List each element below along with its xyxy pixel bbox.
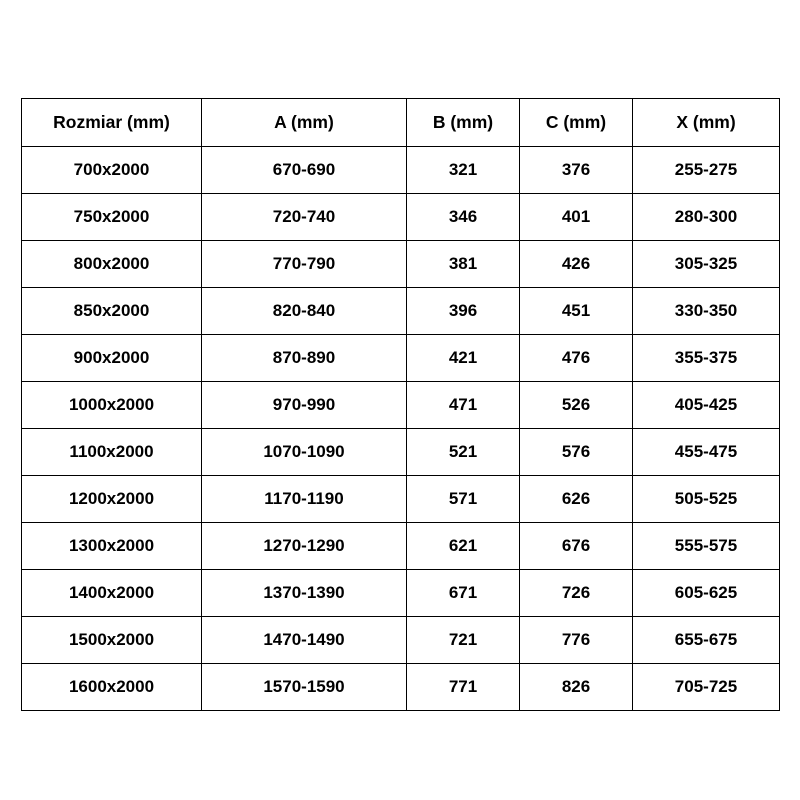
cell-c: 526 bbox=[520, 382, 633, 429]
cell-a: 1270-1290 bbox=[202, 523, 407, 570]
table-body bbox=[22, 147, 780, 711]
table-row bbox=[22, 335, 780, 382]
cell-b: 621 bbox=[407, 523, 520, 570]
cell-x: 355-375 bbox=[633, 335, 780, 382]
cell-x: 405-425 bbox=[633, 382, 780, 429]
column-header-c: C (mm) bbox=[520, 99, 633, 147]
cell-size: 1500x2000 bbox=[22, 617, 202, 664]
cell-c: 451 bbox=[520, 288, 633, 335]
table-row bbox=[22, 194, 780, 241]
cell-b: 771 bbox=[407, 664, 520, 711]
table-row bbox=[22, 241, 780, 288]
cell-b: 521 bbox=[407, 429, 520, 476]
column-header-b: B (mm) bbox=[407, 99, 520, 147]
cell-a: 770-790 bbox=[202, 241, 407, 288]
column-header-x: X (mm) bbox=[633, 99, 780, 147]
cell-c: 726 bbox=[520, 570, 633, 617]
cell-c: 401 bbox=[520, 194, 633, 241]
cell-a: 870-890 bbox=[202, 335, 407, 382]
cell-a: 1370-1390 bbox=[202, 570, 407, 617]
cell-size: 850x2000 bbox=[22, 288, 202, 335]
cell-x: 605-625 bbox=[633, 570, 780, 617]
cell-a: 1570-1590 bbox=[202, 664, 407, 711]
cell-x: 280-300 bbox=[633, 194, 780, 241]
cell-a: 720-740 bbox=[202, 194, 407, 241]
cell-a: 670-690 bbox=[202, 147, 407, 194]
cell-b: 571 bbox=[407, 476, 520, 523]
table-header-row bbox=[22, 99, 780, 147]
table-row bbox=[22, 476, 780, 523]
cell-x: 505-525 bbox=[633, 476, 780, 523]
table-row bbox=[22, 429, 780, 476]
table-row bbox=[22, 664, 780, 711]
cell-c: 776 bbox=[520, 617, 633, 664]
table-row bbox=[22, 523, 780, 570]
cell-size: 750x2000 bbox=[22, 194, 202, 241]
cell-size: 1400x2000 bbox=[22, 570, 202, 617]
table-header bbox=[22, 99, 780, 147]
cell-x: 455-475 bbox=[633, 429, 780, 476]
table-row bbox=[22, 617, 780, 664]
dimensions-table bbox=[21, 98, 780, 711]
cell-x: 555-575 bbox=[633, 523, 780, 570]
cell-b: 321 bbox=[407, 147, 520, 194]
cell-a: 1170-1190 bbox=[202, 476, 407, 523]
cell-c: 626 bbox=[520, 476, 633, 523]
cell-a: 820-840 bbox=[202, 288, 407, 335]
table-row bbox=[22, 147, 780, 194]
cell-c: 576 bbox=[520, 429, 633, 476]
cell-x: 330-350 bbox=[633, 288, 780, 335]
cell-size: 1600x2000 bbox=[22, 664, 202, 711]
cell-a: 1470-1490 bbox=[202, 617, 407, 664]
table-row bbox=[22, 288, 780, 335]
cell-a: 970-990 bbox=[202, 382, 407, 429]
column-header-a: A (mm) bbox=[202, 99, 407, 147]
cell-size: 1300x2000 bbox=[22, 523, 202, 570]
cell-size: 1000x2000 bbox=[22, 382, 202, 429]
cell-c: 676 bbox=[520, 523, 633, 570]
table-row bbox=[22, 570, 780, 617]
cell-size: 900x2000 bbox=[22, 335, 202, 382]
cell-x: 655-675 bbox=[633, 617, 780, 664]
cell-size: 1100x2000 bbox=[22, 429, 202, 476]
column-header-rozmiar: Rozmiar (mm) bbox=[22, 99, 202, 147]
cell-c: 376 bbox=[520, 147, 633, 194]
table-row bbox=[22, 382, 780, 429]
cell-x: 705-725 bbox=[633, 664, 780, 711]
cell-c: 476 bbox=[520, 335, 633, 382]
cell-b: 396 bbox=[407, 288, 520, 335]
size-table-container bbox=[21, 98, 779, 711]
cell-b: 471 bbox=[407, 382, 520, 429]
cell-b: 721 bbox=[407, 617, 520, 664]
cell-x: 305-325 bbox=[633, 241, 780, 288]
cell-size: 800x2000 bbox=[22, 241, 202, 288]
cell-b: 381 bbox=[407, 241, 520, 288]
cell-size: 700x2000 bbox=[22, 147, 202, 194]
cell-b: 421 bbox=[407, 335, 520, 382]
cell-b: 346 bbox=[407, 194, 520, 241]
cell-c: 826 bbox=[520, 664, 633, 711]
cell-a: 1070-1090 bbox=[202, 429, 407, 476]
cell-b: 671 bbox=[407, 570, 520, 617]
cell-c: 426 bbox=[520, 241, 633, 288]
cell-x: 255-275 bbox=[633, 147, 780, 194]
cell-size: 1200x2000 bbox=[22, 476, 202, 523]
